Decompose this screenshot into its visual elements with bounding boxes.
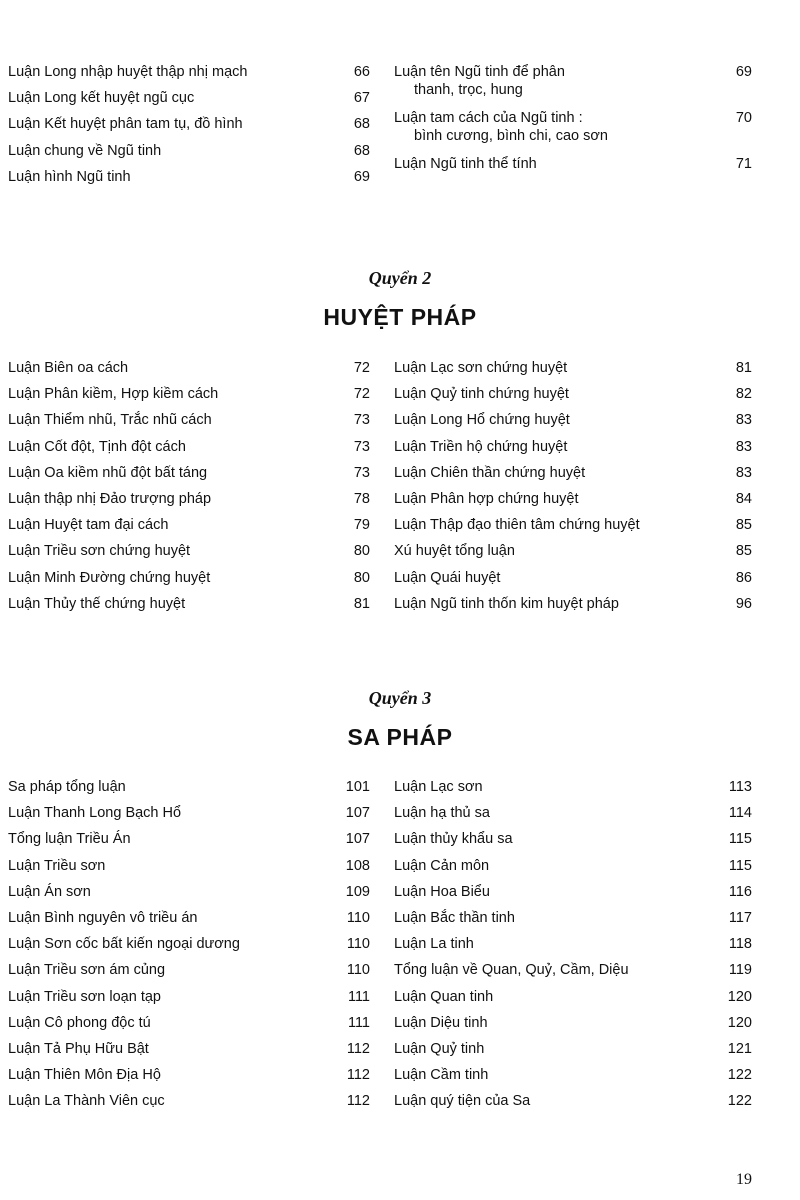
toc-entry: Luận Oa kiềm nhũ đột bất táng 73 [8, 464, 370, 481]
toc-entry: Luận tam cách của Ngũ tinh : bình cương, bình chi, cao sơn 70 [394, 110, 752, 144]
toc-entry: Luận Án sơn 109 [8, 883, 370, 900]
toc-entry: Luận Triều sơn 108 [8, 857, 370, 874]
toc-right-column [394, 778, 752, 1118]
toc-entry: Luận quý tiện của Sa 122 [394, 1093, 752, 1110]
toc-entry: Luận chung về Ngũ tinh 68 [8, 142, 370, 159]
toc-entry: Luận Quái huyệt 86 [394, 569, 752, 586]
toc-entry: Luận Triều sơn chứng huyệt 80 [8, 543, 370, 560]
toc-entry: Luận Cốt đột, Tịnh đột cách 73 [8, 438, 370, 455]
toc-entry: Luận hạ thủ sa 114 [394, 805, 752, 822]
toc-entry: Luận Long kết huyệt ngũ cục 67 [8, 90, 370, 107]
volume-2-title: HUYỆT PHÁP [323, 304, 477, 330]
toc-entry: Luận Phân kiềm, Hợp kiềm cách 72 [8, 386, 370, 403]
toc-entry: Luận Tả Phụ Hữu Bật 112 [8, 1040, 370, 1057]
toc-entry: Luận Bình nguyên vô triều án 110 [8, 909, 370, 926]
volume-2-label: Quyển 2 [368, 268, 432, 288]
toc-left-column [8, 778, 370, 1118]
toc-entry: Luận Quan tinh 120 [394, 988, 752, 1005]
toc-entry: Luận Long nhập huyệt thập nhị mạch 66 [8, 64, 370, 80]
toc-entry: Luận Huyệt tam đại cách 79 [8, 517, 370, 534]
toc-entry: Luận La tinh 118 [394, 936, 752, 953]
toc-entry: Luận Kết huyệt phân tam tụ, đồ hình 68 [8, 116, 370, 133]
toc-entry: Luận Bắc thần tinh 117 [394, 909, 752, 926]
toc-entry: Luận Thiểm nhũ, Trắc nhũ cách 73 [8, 412, 370, 429]
toc-entry: Luận Triền hộ chứng huyệt 83 [394, 438, 752, 455]
toc-entry: Luận Ngũ tinh thể tính 71 [394, 156, 752, 172]
toc-entry: Luận Triều sơn ám củng 110 [8, 962, 370, 979]
toc-entry: Luận tên Ngũ tinh để phân thanh, trọc, hung 69 [394, 64, 752, 98]
toc-entry: Luận Cô phong độc tú 111 [8, 1014, 370, 1031]
toc-entry: Luận Quỷ tinh chứng huyệt 82 [394, 386, 752, 403]
toc-entry: Luận thập nhị Đảo trượng pháp 78 [8, 490, 370, 507]
toc-entry: Luận Hoa Biểu 116 [394, 883, 752, 900]
page-number: 19 [736, 1171, 752, 1188]
toc-entry: Luận Thiên Môn Địa Hộ 112 [8, 1067, 370, 1084]
toc-entry: Luận Thủy thế chứng huyệt 81 [8, 595, 370, 612]
toc-entry: Luận Long Hổ chứng huyệt 83 [394, 412, 752, 429]
toc-entry: Luận Lạc sơn chứng huyệt 81 [394, 360, 752, 376]
toc-entry: Luận Cầm tinh 122 [394, 1067, 752, 1084]
toc-left-column [8, 63, 370, 194]
toc-entry: Luận Lạc sơn 113 [394, 779, 752, 795]
toc-entry: Luận Chiên thần chứng huyệt 83 [394, 464, 752, 481]
toc-entry: Sa pháp tổng luận 101 [8, 779, 370, 795]
toc-entry: Luận Sơn cốc bất kiến ngoại dương 110 [8, 936, 370, 953]
toc-entry: Luận La Thành Viên cục 112 [8, 1093, 370, 1110]
toc-entry: Luận Ngũ tinh thốn kim huyệt pháp 96 [394, 595, 752, 612]
toc-entry: Luận Thập đạo thiên tâm chứng huyệt 85 [394, 517, 752, 534]
toc-entry: Luận Diệu tinh 120 [394, 1014, 752, 1031]
toc-entry: Luận Minh Đường chứng huyệt 80 [8, 569, 370, 586]
toc-entry: Luận hình Ngũ tinh 69 [8, 168, 370, 185]
toc-entry: Tổng luận Triều Án 107 [8, 831, 370, 848]
toc-entry: Luận Cản môn 115 [394, 857, 752, 874]
toc-right-column [394, 359, 752, 621]
toc-entry: Luận thủy khẩu sa 115 [394, 831, 752, 848]
volume-3-label: Quyển 3 [368, 688, 432, 708]
toc-right-column [394, 63, 752, 181]
volume-3-title: SA PHÁP [347, 724, 453, 750]
toc-entry: Luận Thanh Long Bạch Hổ 107 [8, 805, 370, 822]
toc-entry: Tổng luận về Quan, Quỷ, Cầm, Diệu 119 [394, 962, 752, 979]
toc-entry: Xú huyệt tổng luận 85 [394, 543, 752, 560]
toc-left-column [8, 359, 370, 621]
toc-entry: Luận Triều sơn loạn tạp 111 [8, 988, 370, 1005]
toc-entry: Luận Quỷ tinh 121 [394, 1040, 752, 1057]
toc-entry: Luận Phân hợp chứng huyệt 84 [394, 490, 752, 507]
toc-entry: Luận Biên oa cách 72 [8, 360, 370, 376]
